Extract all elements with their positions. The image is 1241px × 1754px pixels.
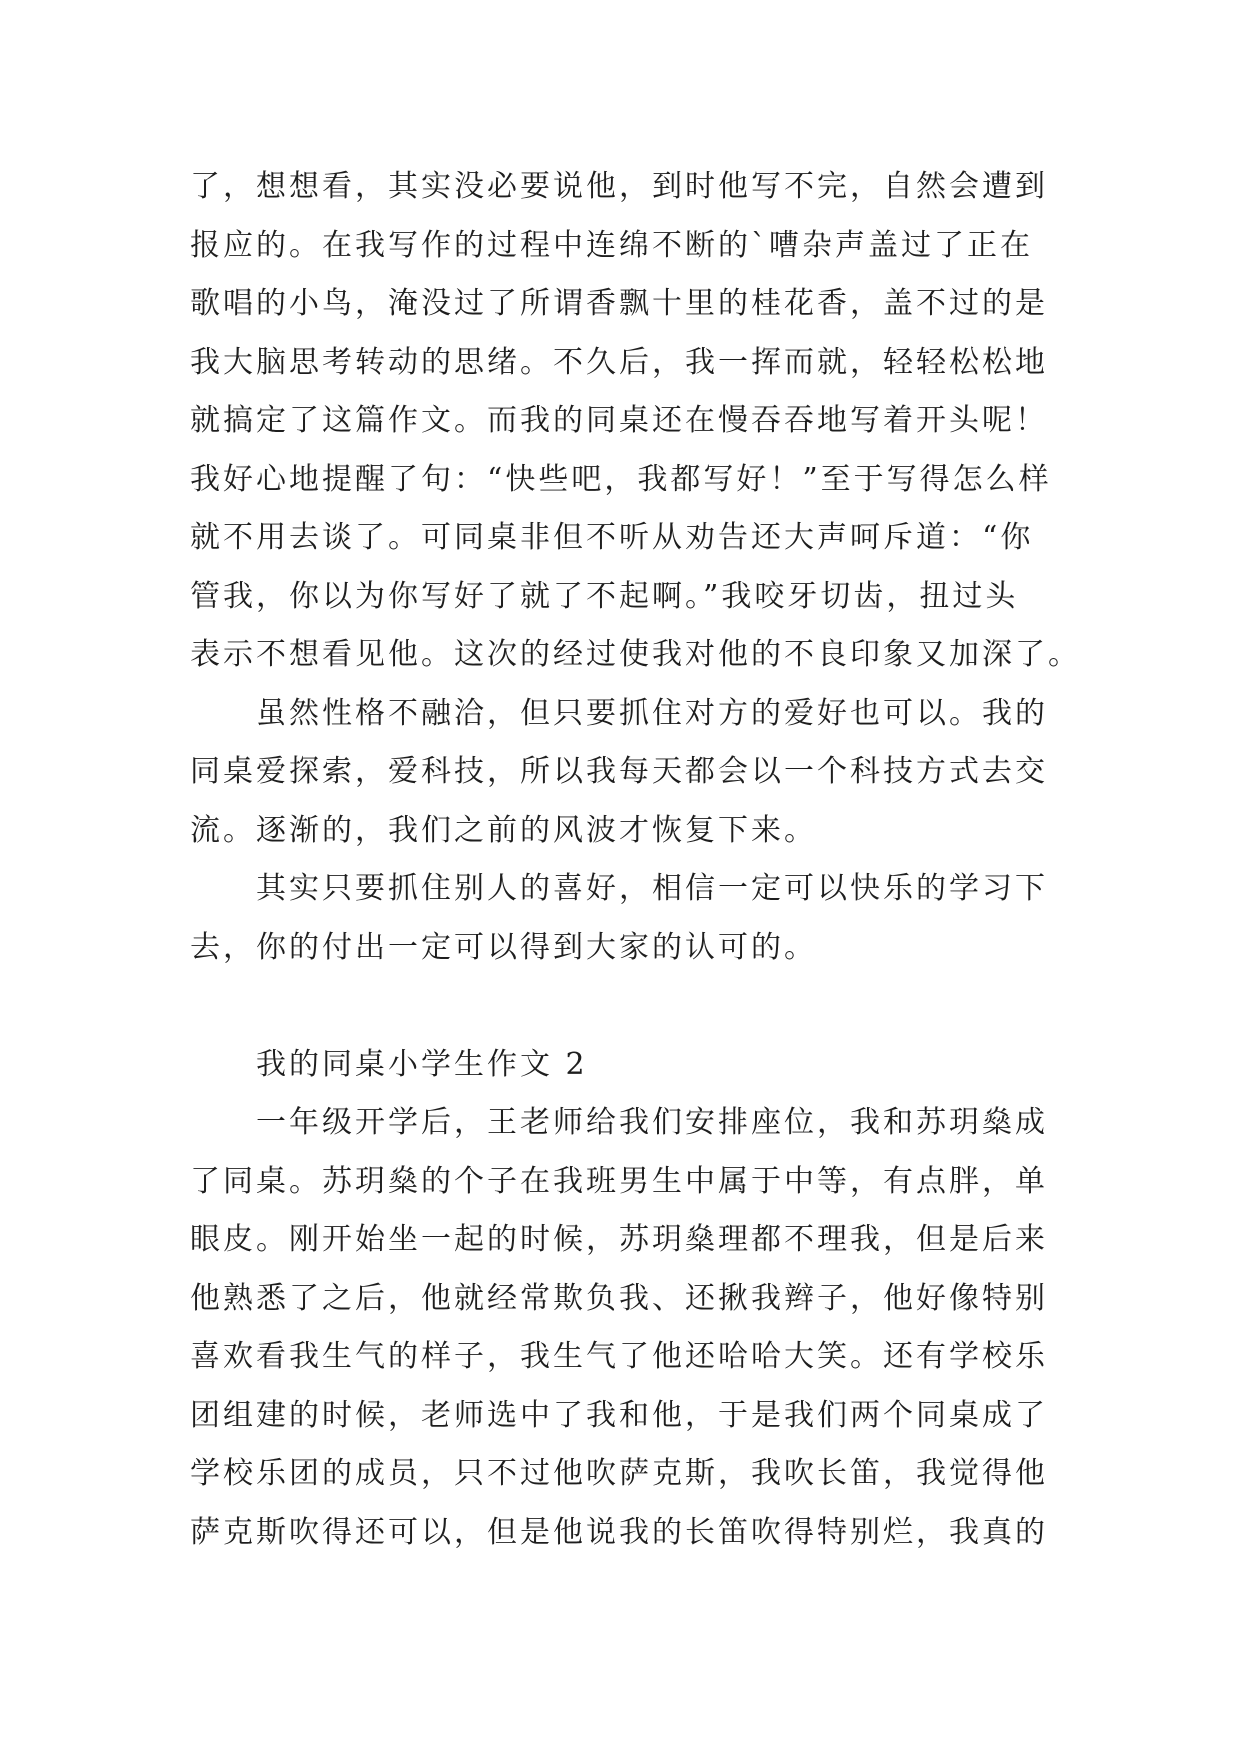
- paragraph-4: [190, 1094, 1060, 1562]
- text-line: 我好心地提醒了句：“快些吧，我都写好！”至于写得怎么样: [190, 461, 1052, 497]
- text-line: 眼皮。刚开始坐一起的时候，苏玥燊理都不理我，但是后来: [190, 1222, 1048, 1257]
- text-line: 去，你的付出一定可以得到大家的认可的。: [190, 929, 817, 965]
- paragraph-3: [190, 860, 1060, 977]
- text-line: 了，想想看，其实没必要说他，到时他写不完，自然会遭到: [190, 169, 1048, 204]
- paragraph-2: [190, 685, 1060, 861]
- text-line: 虽然性格不融洽，但只要抓住对方的爱好也可以。我的: [256, 695, 1048, 731]
- section-title: 我的同桌小学生作文 2: [256, 1046, 588, 1082]
- text-line: 流。逐渐的，我们之前的风波才恢复下来。: [190, 812, 817, 848]
- text-line: 喜欢看我生气的样子，我生气了他还哈哈大笑。还有学校乐: [190, 1339, 1048, 1374]
- text-line: 一年级开学后，王老师给我们安排座位，我和苏玥燊成: [256, 1105, 1048, 1140]
- text-line: 报应的。在我写作的过程中连绵不断的`嘈杂声盖过了正在: [190, 227, 1033, 263]
- text-line: 就搞定了这篇作文。而我的同桌还在慢吞吞地写着开头呢！: [190, 403, 1048, 438]
- text-line: 其实只要抓住别人的喜好，相信一定可以快乐的学习下: [256, 871, 1048, 906]
- text-line: 歌唱的小鸟，淹没过了所谓香飘十里的桂花香，盖不过的是: [190, 286, 1048, 321]
- text-line: 他熟悉了之后，他就经常欺负我、还揪我辫子，他好像特别: [190, 1280, 1048, 1316]
- text-line: 萨克斯吹得还可以，但是他说我的长笛吹得特别烂，我真的: [190, 1514, 1048, 1550]
- text-line: 同桌爱探索，爱科技，所以我每天都会以一个科技方式去交: [190, 754, 1048, 789]
- text-line: 团组建的时候，老师选中了我和他，于是我们两个同桌成了: [190, 1397, 1048, 1433]
- document-body: [190, 158, 1081, 1562]
- paragraph-1: [190, 158, 1081, 685]
- text-line: 我大脑思考转动的思绪。不久后，我一挥而就，轻轻松松地: [190, 344, 1048, 380]
- text-line: 表示不想看见他。这次的经过使我对他的不良印象又加深了。: [190, 637, 1081, 672]
- text-line: 管我，你以为你写好了就了不起啊。”我咬牙切齿，扭过头: [190, 578, 1019, 614]
- text-line: 就不用去谈了。可同桌非但不听从劝告还大声呵斥道：“你: [190, 520, 1034, 555]
- text-line: 了同桌。苏玥燊的个子在我班男生中属于中等，有点胖，单: [190, 1163, 1048, 1199]
- text-line: 学校乐团的成员，只不过他吹萨克斯，我吹长笛，我觉得他: [190, 1456, 1048, 1491]
- section-gap: [190, 977, 1060, 1036]
